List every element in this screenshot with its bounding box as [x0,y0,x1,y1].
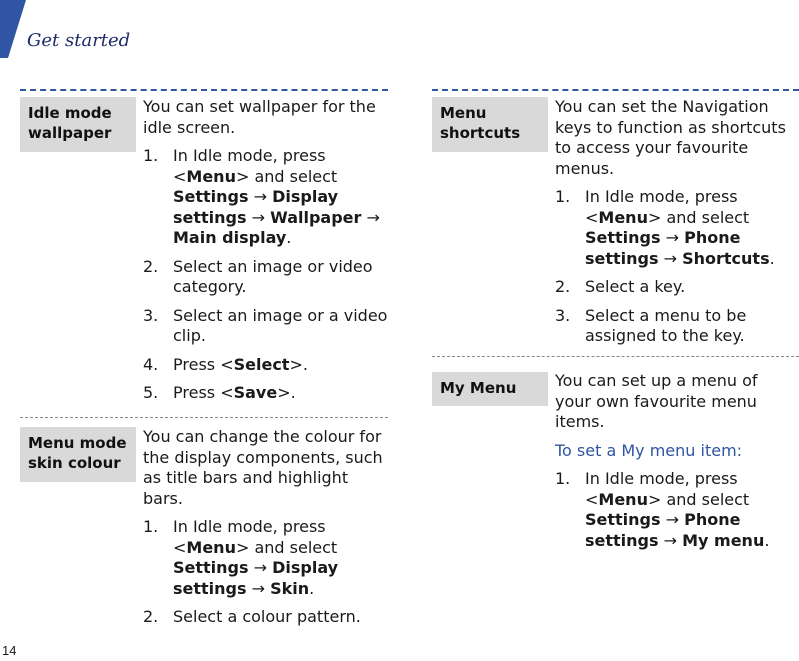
section-label-my-menu: My Menu [432,372,548,406]
step-item: 2. Select a key. [555,277,686,296]
section-intro: You can set up a menu of your own favourite menu items. [555,371,758,431]
section-body-my-menu [555,371,795,559]
step-item: 3. Select an image or a video clip. [143,305,388,345]
section-divider [20,417,388,418]
step-item: 2. Select an image or video category. [143,256,373,296]
section-label-skin-colour: Menu mode skin colour [20,427,136,482]
section-intro: You can change the colour for the display components, such as title bars and highlight bars. [143,427,383,508]
step-item: 4. Press <Select>. [143,354,308,374]
step-item: 5. Press <Save>. [143,383,296,402]
step-item: 2. Select a colour pattern. [143,607,361,626]
step-item: 1. In Idle mode, press <Menu> and select Settings → Display settings → Wallpaper → Main display. [143,146,380,247]
section-body-idle-wallpaper [143,97,388,412]
section-label-idle-wallpaper: Idle mode wallpaper [20,97,136,152]
step-item: 1. In Idle mode, press <Menu> and select Settings → Phone settings → My menu. [555,469,770,550]
section-subheading: To set a My menu item: [555,440,743,460]
section-intro: You can set wallpaper for the idle screen. [143,97,376,137]
section-divider [432,89,799,91]
section-body-skin-colour [143,427,388,636]
page-header-title: Get started [27,30,131,51]
header-accent-bar [0,0,26,58]
step-item: 3. Select a menu to be assigned to the key. [555,305,747,345]
section-intro: You can set the Navigation keys to function as shortcuts to access your favourite menus. [555,97,786,178]
section-label-menu-shortcuts: Menu shortcuts [432,97,548,152]
page-number: 14 [2,643,17,658]
step-item: 1. In Idle mode, press <Menu> and select Settings → Display settings → Skin. [143,517,339,598]
step-item: 1. In Idle mode, press <Menu> and select Settings → Phone settings → Shortcuts. [555,187,775,268]
section-body-menu-shortcuts [555,97,795,355]
section-divider [432,356,799,357]
section-divider [20,89,388,91]
